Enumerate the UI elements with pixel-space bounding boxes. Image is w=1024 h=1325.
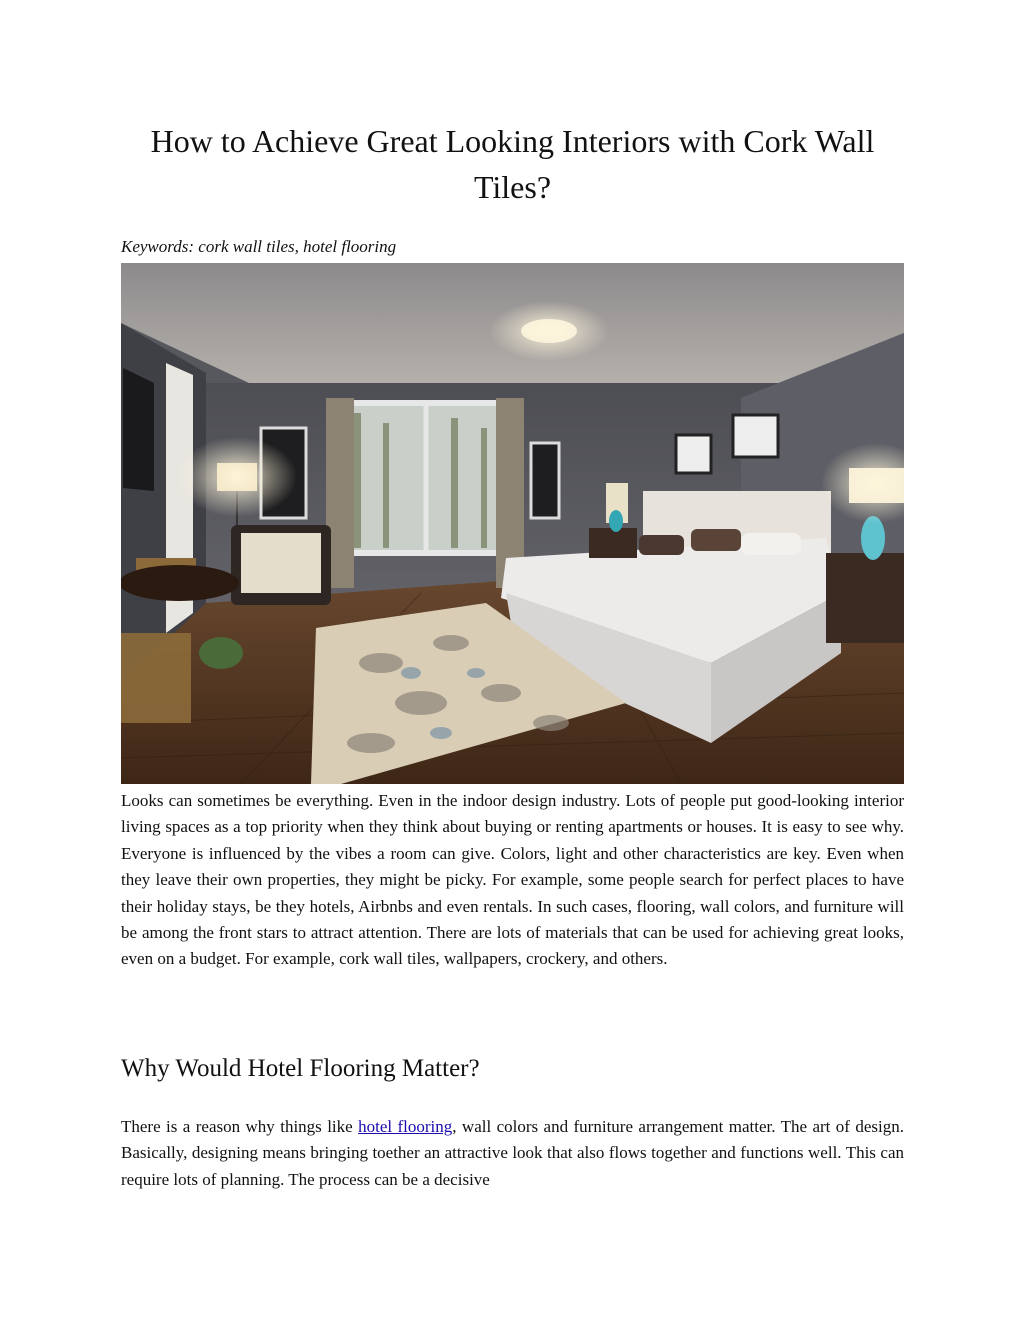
bedroom-photo <box>121 263 904 784</box>
intro-paragraph: Looks can sometimes be everything. Even in the indoor design industry. Lots of people put good-looking interior living spaces as a top priority when they think about buying or renting apartments or houses. It is easy to see why. Everyone is influenced by the vibes a room can give. Colors, light and other characteristics are key. Even when they leave their own properties, they might be picky. For example, some people search for perfect places to have their holiday stays, be they hotels, Airbnbs and even rentals. In such cases, flooring, wall colors, and furniture will be among the front stars to attract attention. There are lots of materials that can be used for achieving great looks, even on a budget. For example, cork wall tiles, wallpapers, crockery, and others. <box>121 791 904 969</box>
section-paragraph <box>121 1114 904 1193</box>
page-title: How to Achieve Great Looking Interiors with Cork Wall Tiles? <box>150 123 875 205</box>
keywords-line: Keywords: cork wall tiles, hotel flooring <box>121 237 397 256</box>
paragraph-text-end: , wall colors and furniture arrangement matter. The art of design. Basically, designing means bringing toether an attractive look that also flows together and functions well. This can require lots of planning. The process can be a decisive <box>121 1117 904 1189</box>
section-heading: Why Would Hotel Flooring Matter? <box>121 1055 480 1082</box>
hotel-flooring-link[interactable]: hotel flooring <box>358 1117 453 1136</box>
paragraph-text-start: There is a reason why things like <box>121 1117 359 1136</box>
